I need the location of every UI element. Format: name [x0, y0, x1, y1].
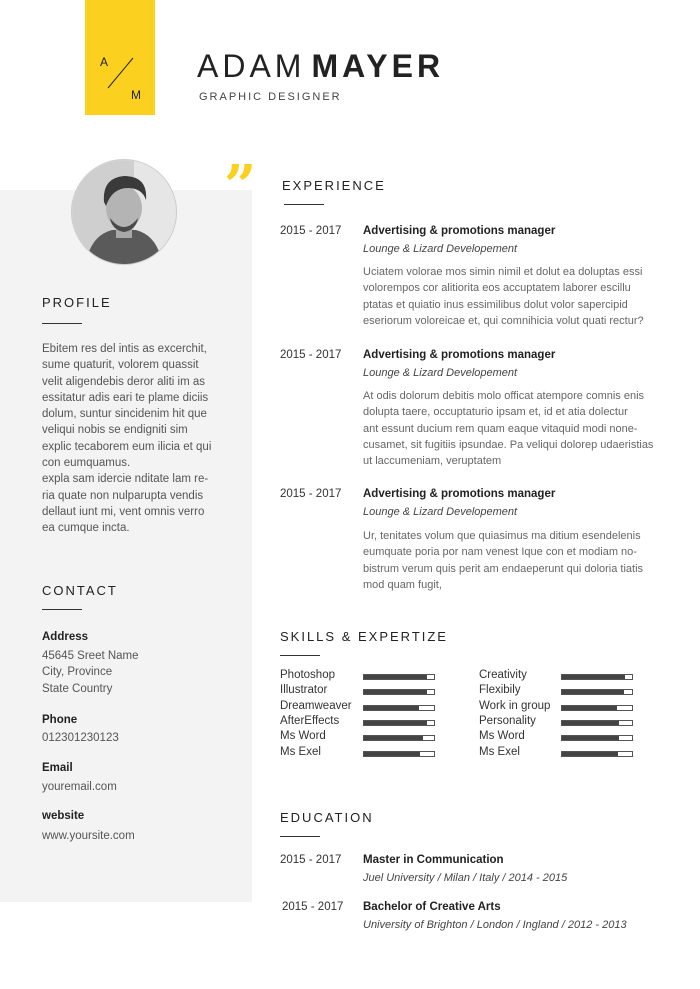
education-date: 2015 - 2017 [282, 901, 344, 913]
experience-description: At odis dolorum debitis molo officat atempore comnis enis dolupta taere, occuptaturio ipsam et, id et atia dolectur ant essunt ducium rem quam eaque vitaquid modi none- cusamet, sit fugitiis ipsundae. Pa veliqui dolorep udaeristias ut laccumeniam, veruptatem [363, 390, 654, 468]
skill-level-bar [561, 735, 633, 741]
profile-text: Ebitem res del intis as excerchit, sume quaturit, volorem quassit velit aligendebis deror aliti im as essitatur adis eari te plame diciis dolum, suntur sincidenim hit que veliqui nobis se endigniti sim explic tecaborem eum ilicia et qui con eumquamus. expla sam idercie nditate lam re- ria quate non nulparupta vendis dellaut iunt mi, vent omnis verro ea cumque incta. [42, 343, 212, 535]
avatar-portrait [72, 160, 176, 264]
experience-company: Lounge & Lizard Developement [363, 367, 518, 379]
monogram-slash [85, 0, 155, 115]
skill-level-bar [561, 689, 633, 695]
address-label: Address [42, 631, 89, 643]
experience-company: Lounge & Lizard Developement [363, 243, 518, 255]
address-value: 45645 Sreet Name City, Province State Country [42, 650, 139, 695]
phone-value: 012301230123 [42, 732, 119, 744]
email-label: Email [42, 762, 73, 774]
experience-role: Advertising & promotions manager [363, 349, 556, 361]
skill-name: Ms Word [479, 730, 525, 743]
skill-level-fill [562, 752, 618, 756]
experience-heading: EXPERIENCE [282, 178, 386, 193]
experience-description: Uciatem volorae mos simin nimil et dolut ea doluptas essi volorempos cor alitiorita eos accuptatem laborer escillu ptatas et quiatio inus essimilibus dolut volor sapercipid eseriorum voloreicae et, qui comnihicia volut quati rectur? [363, 266, 644, 327]
last-name: MAYER [311, 48, 445, 84]
experience-description: Ur, tenitates volum que quiasimus ma ditium esendelenis eumquate poria por nam venest Ique con et modiam no- bistrum verum quis perit am endaeperunt qui doloria tiatis mod quam fugit, [363, 530, 644, 591]
resume-name [197, 48, 444, 85]
skill-name: Ms Word [280, 730, 326, 743]
skill-level-fill [364, 736, 423, 740]
monogram-first-initial: A [100, 55, 109, 69]
education-divider [280, 836, 320, 837]
education-school: University of Brighton / London / Ingland / 2012 - 2013 [363, 919, 627, 931]
skill-name: Illustrator [280, 684, 328, 697]
education-degree: Master in Communication [363, 854, 504, 866]
experience-role: Advertising & promotions manager [363, 488, 556, 500]
skill-level-bar [561, 720, 633, 726]
education-school: Juel University / Milan / Italy / 2014 - 2015 [363, 872, 568, 884]
email-value: youremail.com [42, 781, 117, 793]
skill-level-bar [363, 720, 435, 726]
experience-divider [284, 204, 324, 205]
sidebar-background [0, 190, 252, 902]
skill-level-bar [363, 705, 435, 711]
profile-divider [42, 323, 82, 324]
skill-level-bar [561, 751, 633, 757]
contact-heading: CONTACT [42, 583, 118, 598]
website-value: www.yoursite.com [42, 830, 135, 842]
skill-name: Flexibily [479, 684, 521, 697]
skill-name: Photoshop [280, 669, 335, 681]
skill-level-fill [364, 690, 427, 694]
profile-heading: PROFILE [42, 295, 112, 310]
skill-level-fill [562, 721, 619, 725]
monogram-last-initial: M [131, 88, 141, 102]
skill-level-fill [364, 706, 419, 710]
education-date: 2015 - 2017 [280, 854, 342, 866]
skill-name: AfterEffects [280, 714, 340, 727]
skill-name: Creativity [479, 669, 527, 681]
first-name: ADAM [197, 48, 306, 84]
skill-name: Ms Exel [479, 745, 520, 758]
skill-name: Ms Exel [280, 745, 321, 758]
skill-name: Dreamweaver [280, 699, 352, 712]
skills-heading: SKILLS & EXPERTIZE [280, 629, 448, 644]
skill-level-fill [562, 706, 617, 710]
skill-level-fill [562, 675, 625, 679]
skill-level-bar [561, 705, 633, 711]
experience-date: 2015 - 2017 [280, 488, 342, 500]
phone-label: Phone [42, 714, 78, 726]
monogram-logo [85, 0, 155, 115]
education-heading: EDUCATION [280, 810, 374, 825]
skill-level-bar [363, 735, 435, 741]
avatar [71, 159, 177, 265]
skills-divider [280, 655, 320, 656]
skill-level-bar [363, 751, 435, 757]
skill-level-bar [561, 674, 633, 680]
contact-divider [42, 609, 82, 610]
skill-name: Personality [479, 714, 536, 727]
skill-level-bar [363, 689, 435, 695]
skill-level-bar [363, 674, 435, 680]
skill-level-fill [562, 690, 624, 694]
quote-icon: ” [224, 153, 257, 219]
website-label: website [42, 810, 85, 822]
education-degree: Bachelor of Creative Arts [363, 901, 501, 913]
skill-level-fill [364, 675, 427, 679]
skill-level-fill [562, 736, 619, 740]
experience-role: Advertising & promotions manager [363, 225, 556, 237]
job-title: GRAPHIC DESIGNER [199, 91, 342, 103]
skill-level-fill [364, 721, 427, 725]
experience-company: Lounge & Lizard Developement [363, 506, 518, 518]
skill-level-fill [364, 752, 420, 756]
experience-date: 2015 - 2017 [280, 349, 342, 361]
experience-date: 2015 - 2017 [280, 225, 342, 237]
skill-name: Work in group [479, 699, 551, 712]
